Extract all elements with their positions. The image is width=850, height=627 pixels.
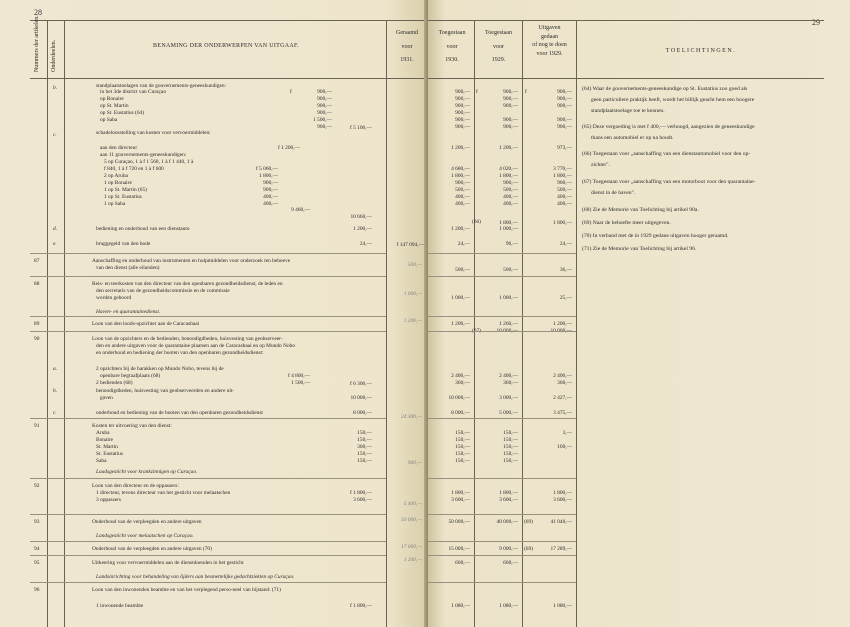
row-text: Loon van den loods-opzichter aan de Caracasbaai xyxy=(92,321,200,327)
cell: 2 400,— xyxy=(499,373,518,379)
cell: 10 000,— xyxy=(448,395,470,401)
amount: f xyxy=(290,89,292,95)
cell: 150,— xyxy=(503,444,518,450)
section-label: b. xyxy=(53,85,58,91)
amount: 24,— xyxy=(359,241,372,247)
cell: 2 427,— xyxy=(553,395,572,401)
cell: 41 040,— xyxy=(550,519,572,525)
row-text: bruggegeld van den bode xyxy=(96,241,151,247)
amount: 1 200,— xyxy=(403,318,422,324)
cell: 3 600,— xyxy=(553,497,572,503)
amount: 24 300,— xyxy=(401,414,422,420)
cell: 24,— xyxy=(559,241,572,247)
cell: 50 000,— xyxy=(448,519,470,525)
row-text: 1 inwonende beambte xyxy=(96,603,144,609)
cell: 360,— xyxy=(557,380,572,386)
section-label: e. xyxy=(53,241,57,247)
row-text: 2 op Aruba xyxy=(104,173,128,179)
article-number: 94 xyxy=(34,546,40,552)
cell: 1 800,— xyxy=(451,490,470,496)
row-text: 1 op St. Eustatius xyxy=(104,194,142,200)
amount: 17 000,— xyxy=(401,544,422,550)
amount: 900,— xyxy=(317,103,332,109)
row-text: Aanschaffing en onderhoud van instrumenten en hulpmiddelen voor onderzoek ten behoeve xyxy=(92,258,291,264)
row-text: Onderhoud van de verpleegden en andere uitgaven xyxy=(92,519,202,525)
cell: 1 000,— xyxy=(499,295,518,301)
amount: 10 000,— xyxy=(350,395,372,401)
cell: 150,— xyxy=(455,458,470,464)
cell: 400,— xyxy=(503,201,518,207)
cell: 900,— xyxy=(557,103,572,109)
row-text: Aruba xyxy=(96,430,110,436)
cell: 150,— xyxy=(455,430,470,436)
cell: 900,— xyxy=(455,117,470,123)
cell: 973,— xyxy=(557,145,572,151)
section-label: b. xyxy=(53,388,58,394)
cell: 17 289,— xyxy=(550,546,572,552)
page-number-right: 29 xyxy=(812,18,820,27)
amount: 150,— xyxy=(357,430,372,436)
header-allowed-1929: Toegestaan voor 1929. xyxy=(485,30,512,63)
row-text: 1 op St. Martin (65) xyxy=(104,187,147,193)
amount: 10 660,— xyxy=(350,214,372,220)
cell: 24,— xyxy=(457,241,470,247)
row-text: van den dienst (alle eilanden) xyxy=(96,265,160,271)
cell: 900,— xyxy=(503,117,518,123)
cell: 1 200,— xyxy=(451,145,470,151)
section-heading: Landsgesticht voor melaatschen op Curaçao. xyxy=(96,533,194,539)
section-heading: Haven- en quarantainedienst. xyxy=(96,309,161,315)
row-text: schadeloosstelling van kosten voor vervoermiddelen: xyxy=(96,130,211,136)
row-text: op St. Eustatius (64) xyxy=(100,110,145,116)
article-number: 96 xyxy=(34,587,40,593)
cell: 150,— xyxy=(455,451,470,457)
note-line: (71) Zie de Memorie van Toelichting bij artikel 96. xyxy=(582,246,697,252)
cell: 3 000,— xyxy=(499,395,518,401)
cell: 400,— xyxy=(455,194,470,200)
row-text: op Bonaire xyxy=(100,96,124,102)
cell: 900,— xyxy=(557,117,572,123)
row-text: in het 3de district van Curaçao xyxy=(100,89,167,95)
row-text: 1 directeur, tevens directeur van het gesticht voor melaatschen xyxy=(96,490,231,496)
header-description: BENAMING DER ONDERWERPEN VAN UITGAAF. xyxy=(153,43,299,49)
section-label: c. xyxy=(53,410,57,416)
row-text: Loon van den directeur en de oppassers: xyxy=(92,483,179,489)
cell: 1 200,— xyxy=(553,321,572,327)
cell: 400,— xyxy=(455,201,470,207)
amount: 1 500,— xyxy=(313,117,332,123)
header-spent-1929: Uitgaven gedaan of nog te doen voor 1929. xyxy=(532,25,567,57)
amount: 400,— xyxy=(263,201,278,207)
page-number-left: 28 xyxy=(34,8,42,17)
cell: 10 000,— xyxy=(496,328,518,334)
amount: 900,— xyxy=(317,124,332,130)
amount: 3 600,— xyxy=(353,497,372,503)
note-line: geen particuliere praktijk heeft, wordt het billijk geacht hem een hoogere xyxy=(591,97,755,103)
note-line: (69) Naar de behoefte meer uitgegeven. xyxy=(582,220,671,226)
cell: 2 400,— xyxy=(553,373,572,379)
section-heading: Landsinrichting voor behandeling van lijders aan besmettelijke gedachtziekten op Curaçao. xyxy=(96,574,295,580)
cell: (69) xyxy=(524,546,533,552)
cell: 1 800,— xyxy=(499,173,518,179)
cell: f xyxy=(525,89,527,95)
cell: 1 080,— xyxy=(499,603,518,609)
note-line: (64) Waar de gouvernements-geneeskundige op St. Eustatius zoo goed als xyxy=(582,86,748,92)
section-heading: Laadsgesticht voor krankzinnigen op Curaçao. xyxy=(96,469,198,475)
cell: 4 680,— xyxy=(451,166,470,172)
note-line: dienst in de haven". xyxy=(591,190,636,196)
amount: 1 000,— xyxy=(403,291,422,297)
row-text: den secretaris van de gezondheidscommissie en de commissie xyxy=(96,288,230,294)
cell: (66) xyxy=(472,219,481,225)
cell: 100,— xyxy=(557,444,572,450)
cell: 96,— xyxy=(505,241,518,247)
cell: 1 000,— xyxy=(451,295,470,301)
cell: 900,— xyxy=(557,96,572,102)
row-text: onderhoud en bediening van de booten van den openbaren gezondheidsdienst xyxy=(96,410,263,416)
cell: 150,— xyxy=(503,430,518,436)
cell: 900,— xyxy=(455,110,470,116)
cell: 2 400,— xyxy=(451,373,470,379)
cell: 3 600,— xyxy=(499,497,518,503)
amount: 5 400,— xyxy=(403,501,422,507)
amount: 900,— xyxy=(263,187,278,193)
cell: 150,— xyxy=(503,437,518,443)
row-text: Saba xyxy=(96,458,107,464)
cell: 1 800,— xyxy=(451,173,470,179)
row-text: 1 op Saba xyxy=(104,201,126,207)
cell: 900,— xyxy=(455,103,470,109)
amount: 300,— xyxy=(357,444,372,450)
cell: (67) xyxy=(472,328,481,334)
row-text: St. Eustatius xyxy=(96,451,123,457)
cell: 900,— xyxy=(503,103,518,109)
amount: f 1 200,— xyxy=(277,145,300,151)
row-text: standplaatstoelagen van de gouvernements-geneeskundigen: xyxy=(96,83,227,89)
row-text: en onderhoud en bediening der booten van den openbaren gezondheidsdienst: xyxy=(96,350,264,356)
cell: (69) xyxy=(524,519,533,525)
cell: 500,— xyxy=(557,187,572,193)
note-line: zichter". xyxy=(591,162,610,168)
amount: 1 200,— xyxy=(403,557,422,563)
cell: 400,— xyxy=(557,201,572,207)
cell: 40 000,— xyxy=(496,519,518,525)
article-number: 89 xyxy=(34,321,40,327)
cell: 3 770,— xyxy=(553,166,572,172)
header-estimate: Geraamd voor 1931. xyxy=(396,30,418,63)
cell: 900,— xyxy=(503,124,518,130)
amount: 900,— xyxy=(407,460,422,466)
note-line: (67) Toegestaan voor „aanschaffing van een motorboot voor den quarantaine- xyxy=(582,179,756,185)
row-text: St. Martin xyxy=(96,444,118,450)
row-text: openbare begraafplaats (68) xyxy=(100,373,161,379)
cell: 1 000,— xyxy=(499,226,518,232)
cell: 500,— xyxy=(455,187,470,193)
cell: 1 800,— xyxy=(553,220,572,226)
cell: 5 000,— xyxy=(499,410,518,416)
cell: 900,— xyxy=(455,89,470,95)
cell: 4 020,— xyxy=(499,166,518,172)
cell: 1 800,— xyxy=(553,173,572,179)
cell: 600,— xyxy=(455,560,470,566)
cell: 1 800,— xyxy=(499,220,518,226)
cell: 10 000,— xyxy=(550,328,572,334)
header-sections: Onderdeelen. xyxy=(51,39,57,72)
cell: 500,— xyxy=(503,267,518,273)
article-number: 95 xyxy=(34,560,40,566)
cell: 400,— xyxy=(557,194,572,200)
section-label: d. xyxy=(53,226,58,232)
row-text: 1 op Bonaire xyxy=(104,180,132,186)
cell: 900,— xyxy=(557,89,572,95)
article-number: 90 xyxy=(34,336,40,342)
note-line: standplaatstoelage toe te kennen. xyxy=(591,108,665,114)
row-text: Loon van den inwonenden beambte en van het verplegend perso-neel van bijstand: (71) xyxy=(92,587,281,593)
amount: 50 000,— xyxy=(401,517,422,523)
row-text: 5 op Curaçao, 1 à f 1 560, 1 à f 1 440, 1 à xyxy=(104,159,194,165)
cell: 900,— xyxy=(557,124,572,130)
article-number: 87 xyxy=(34,258,40,264)
row-text: den en andere uitgaven voor de quarantaine plaatsen aan de Caracasbaai en op Mundo Nobo xyxy=(96,343,296,349)
cell: 1 200,— xyxy=(499,145,518,151)
amount: f 147 094,— xyxy=(396,242,424,248)
section-label: a. xyxy=(53,366,58,372)
row-text: worden geboord xyxy=(96,295,132,301)
cell: 3 600,— xyxy=(451,497,470,503)
cell: 1 260,— xyxy=(499,321,518,327)
row-text: Kosten ter uitvoering van den dienst: xyxy=(92,423,172,429)
note-line: (68) Zie de Memorie van Toelichting bij artikel 90a. xyxy=(582,207,699,213)
note-line: (66) Toegestaan voor „aanschaffing van een dienstautomobiel voor den op- xyxy=(582,151,751,157)
amount: 150,— xyxy=(357,458,372,464)
amount: 9 460,— xyxy=(291,207,310,213)
row-text: Onderhoud van de verpleegden en andere uitgaven (70) xyxy=(92,546,212,552)
row-text: op St. Martin xyxy=(100,103,129,109)
cell: 900,— xyxy=(503,96,518,102)
cell: 1 200,— xyxy=(451,226,470,232)
row-text: gaven xyxy=(100,395,113,401)
cell: 9 000,— xyxy=(499,546,518,552)
cell: 150,— xyxy=(503,451,518,457)
row-text: Uitkeering voor vervoermiddelen aan de dienstdoenden in het gesticht xyxy=(92,560,244,566)
note-line: thans een automobiel er op na houdt. xyxy=(591,135,674,141)
row-text: aan 11 gouvernements-geneeskundigen: xyxy=(100,152,187,158)
cell: 1 200,— xyxy=(451,321,470,327)
row-text: benoodigdheden, huisvesting van geobserveerden en andere uit- xyxy=(96,388,235,394)
header-explanations: TOELICHTINGEN. xyxy=(665,48,737,54)
cell: 900,— xyxy=(455,124,470,130)
article-number: 92 xyxy=(34,483,40,489)
cell: 150,— xyxy=(503,458,518,464)
note-line: (70) In verband met de in 1929 gedane uitgaven hooger geraamd. xyxy=(582,233,729,239)
note-line: (65) Deze vergoeding is met f 400,— verhoogd, aangezien de geneeskundige xyxy=(582,124,755,130)
cell: 1 800,— xyxy=(553,490,572,496)
row-text: 3 oppassers xyxy=(96,497,122,503)
row-text: bediening en onderhoud van een dienstauto xyxy=(96,226,190,232)
amount: f 1 800,— xyxy=(349,603,372,609)
amount: f 6 300,— xyxy=(349,381,372,387)
amount: f 5 060,— xyxy=(255,166,278,172)
article-number: 88 xyxy=(34,281,40,287)
cell: 900,— xyxy=(557,180,572,186)
cell: 1 080,— xyxy=(451,603,470,609)
row-text: op Saba xyxy=(100,117,118,123)
cell: 600,— xyxy=(503,560,518,566)
cell: 900,— xyxy=(503,89,518,95)
amount: f 5 100,— xyxy=(349,125,372,131)
cell: 3 475,— xyxy=(553,410,572,416)
header-allowed-1930: Toegestaan voor 1930. xyxy=(438,30,466,63)
cell: 15 000,— xyxy=(448,546,470,552)
cell: 150,— xyxy=(455,437,470,443)
header-article-numbers: Nummers der artikelen. xyxy=(34,15,40,72)
amount: 1 200,— xyxy=(353,226,372,232)
amount: 900,— xyxy=(317,110,332,116)
row-text: 2 bedienden (68) xyxy=(96,380,133,386)
amount: f 4 800,— xyxy=(287,373,310,379)
row-text: Bonaire xyxy=(96,437,114,443)
amount: 900,— xyxy=(317,89,332,95)
cell: 360,— xyxy=(503,380,518,386)
amount: f 1 800,— xyxy=(349,490,372,496)
amount: 400,— xyxy=(263,194,278,200)
amount: 1 800,— xyxy=(259,173,278,179)
cell: 900,— xyxy=(455,96,470,102)
row-text: 2 opzichters bij de barakken op Mundo Nobo, tevens bij de xyxy=(96,366,224,372)
amount: 900,— xyxy=(263,180,278,186)
amount: 150,— xyxy=(357,451,372,457)
row-text: Loon van de opzichters en de bedienden, benoodigdheden, huisvesting van geobserveer- xyxy=(92,336,283,342)
cell: 1 800,— xyxy=(499,490,518,496)
article-number: 91 xyxy=(34,423,40,429)
amount: 900,— xyxy=(317,96,332,102)
cell: 25,— xyxy=(559,295,572,301)
cell: 36,— xyxy=(559,267,572,273)
cell: 360,— xyxy=(455,380,470,386)
cell: 400,— xyxy=(503,194,518,200)
amount: 150,— xyxy=(357,437,372,443)
row-text: f 840, 1 à f 720 en 1 à f 600 xyxy=(104,166,164,172)
right-page xyxy=(428,0,850,627)
cell: 500,— xyxy=(455,267,470,273)
cell: 3,— xyxy=(562,430,572,436)
row-text: Reis- en teerkosten van den directeur van den openbaren gezondheidsdienst, de leden en xyxy=(92,281,283,287)
cell: f xyxy=(476,89,478,95)
cell: 500,— xyxy=(503,187,518,193)
cell: 150,— xyxy=(455,444,470,450)
cell: 900,— xyxy=(503,180,518,186)
cell: 900,— xyxy=(455,180,470,186)
section-label: c. xyxy=(53,132,57,138)
cell: 8 000,— xyxy=(451,410,470,416)
row-text: aan den directeur xyxy=(100,145,138,151)
amount: 1 500,— xyxy=(291,380,310,386)
article-number: 93 xyxy=(34,519,40,525)
cell: 1 080,— xyxy=(553,603,572,609)
amount: 8 000,— xyxy=(353,410,372,416)
amount: 500,— xyxy=(407,262,422,268)
